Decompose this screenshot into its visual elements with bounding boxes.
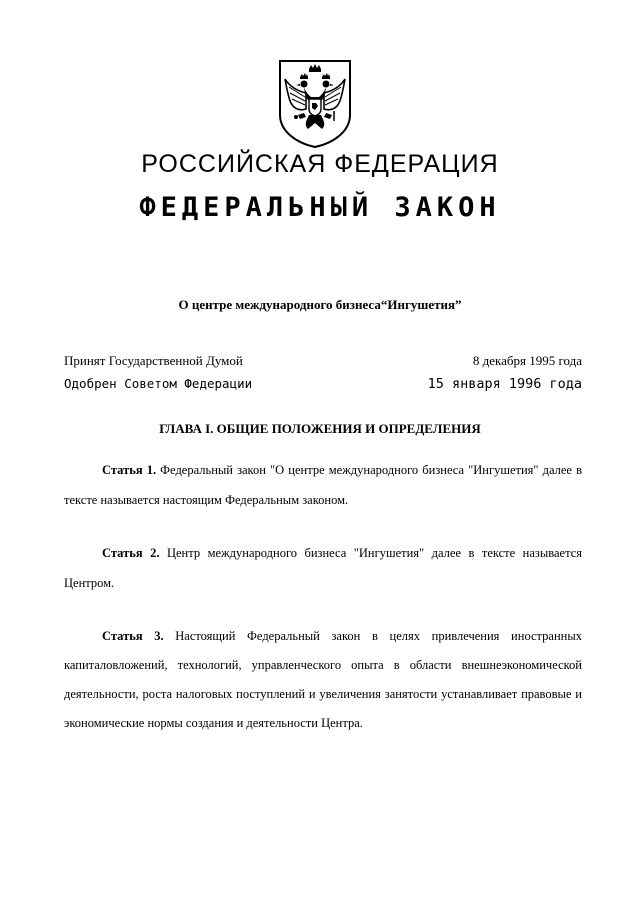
article-2: [64, 538, 582, 598]
article-1: [64, 455, 582, 515]
duma-date: 8 декабря 1995 года: [472, 353, 582, 368]
law-type-heading: ФЕДЕРАЛЬНЫЙ ЗАКОН: [139, 192, 501, 223]
council-date: 15 января 1996 года: [427, 376, 582, 392]
council-label: Одобрен Советом Федерации: [64, 376, 253, 391]
law-title: О центре международного бизнеса“Ингушетия”: [178, 297, 462, 312]
chapter-heading: ГЛАВА I. ОБЩИЕ ПОЛОЖЕНИЯ И ОПРЕДЕЛЕНИЯ: [159, 421, 481, 436]
russian-coat-of-arms-icon: [276, 57, 354, 149]
article-text: Настоящий Федеральный закон в целях привлечения иностранных капиталовложений, технологий, управленческого опыта в области внешнеэкономической деятельности, роста налоговых поступлений и увеличения занятости устанавливает правовые и экономические нормы создания и деятельности Центра.: [64, 629, 582, 730]
article-label: Статья 3.: [102, 629, 164, 643]
duma-label: Принят Государственной Думой: [64, 353, 243, 368]
article-text: Центр международного бизнеса "Ингушетия" далее в тексте называется Центром.: [64, 546, 582, 590]
country-heading: РОССИЙСКАЯ ФЕДЕРАЦИЯ: [141, 150, 499, 178]
article-text: Федеральный закон "О центре международного бизнеса "Ингушетия" далее в тексте называется настоящим Федеральным законом.: [64, 463, 582, 507]
article-label: Статья 1.: [102, 463, 157, 477]
article-label: Статья 2.: [102, 546, 160, 560]
article-3: [64, 622, 582, 738]
